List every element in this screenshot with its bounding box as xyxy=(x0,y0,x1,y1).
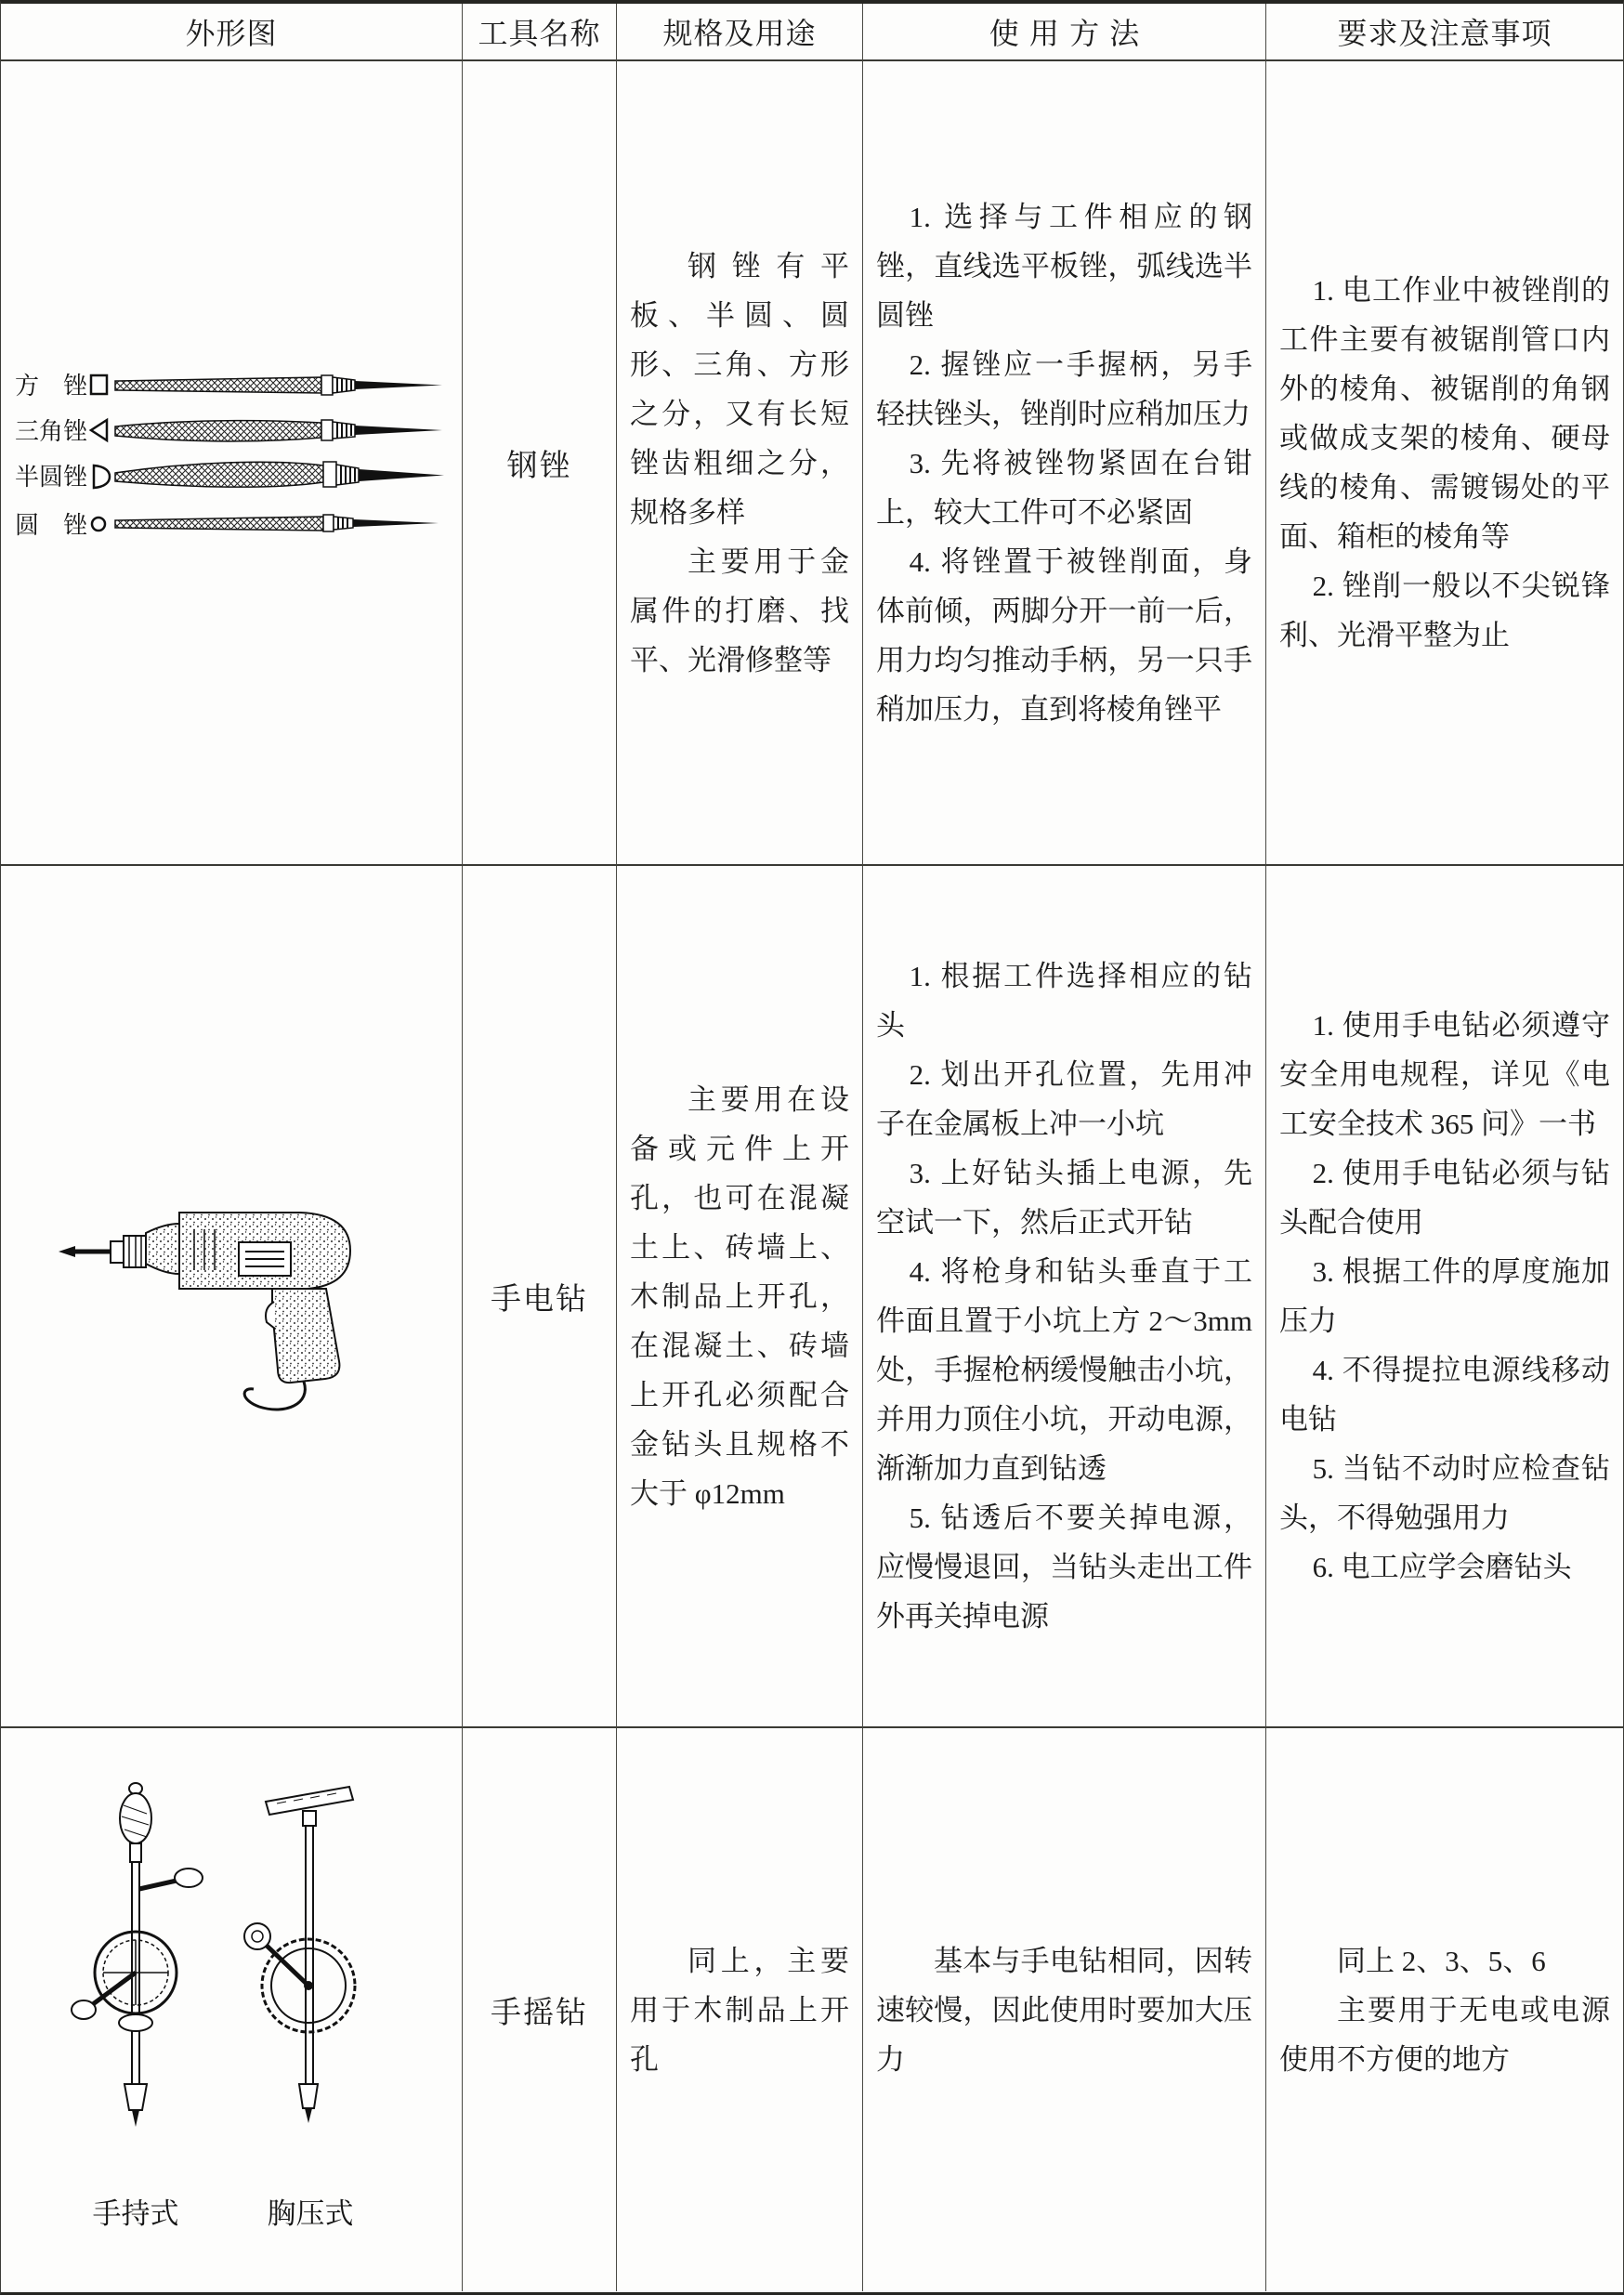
half-round-icon xyxy=(94,466,110,488)
note-item: 2. 锉削一般以不尖锐锋利、光滑平整为止 xyxy=(1279,570,1610,651)
usage-step: 4. 将锉置于被锉削面，身体前倾，两脚分开一前一后，用力均匀推动手柄，另一只手稍加压力，直到将棱角锉平 xyxy=(876,544,1252,726)
usage-step: 基本与手电钻相同，因转速较慢，因此使用时要加大压力 xyxy=(876,1944,1252,2076)
cell-drill-diagram xyxy=(1,866,463,1728)
spec-paragraph: 同上，主要用于木制品上开孔 xyxy=(630,1944,849,2076)
note-item: 2. 使用手电钻必须与钻头配合使用 xyxy=(1279,1157,1610,1239)
chest-press-label: 胸压式 xyxy=(267,2197,354,2230)
triangular-file-label: 三角锉 xyxy=(15,417,88,445)
drill-chuck xyxy=(111,1236,146,1267)
usage-step: 2. 握锉应一手握柄，另手轻扶锉头，锉削时应稍加压力 xyxy=(876,348,1252,430)
usage-step: 3. 上好钻头插上电源，先空试一下，然后正式开钻 xyxy=(876,1157,1252,1239)
spec-paragraph: 主要用于金属件的打磨、找平、光滑修整等 xyxy=(630,544,849,676)
half-round-file xyxy=(15,462,444,491)
note-item: 5. 当钻不动时应检查钻头，不得勉强用力 xyxy=(1279,1452,1610,1534)
drill-handle xyxy=(266,1289,339,1383)
usage-step: 1. 选择与工件相应的钢锉，直线选平板锉，弧线选半圆锉 xyxy=(876,200,1252,332)
note-item: 1. 使用手电钻必须遵守安全用电规程，详见《电工安全技术 365 问》一书 xyxy=(1279,1009,1610,1140)
note-item: 6. 电工应学会磨钻头 xyxy=(1312,1551,1572,1583)
hand-held-drill xyxy=(72,1783,203,2127)
note-item: 4. 不得提拉电源线移动电钻 xyxy=(1279,1354,1610,1436)
triangle-icon xyxy=(91,420,107,440)
note-item: 3. 根据工件的厚度施加压力 xyxy=(1279,1255,1610,1337)
tool-name-label: 钢锉 xyxy=(506,449,572,483)
chest-press-drill xyxy=(244,1787,355,2123)
drill-nameplate xyxy=(239,1242,291,1276)
steel-file-illustration xyxy=(13,363,450,563)
cell-spec-electric-drill xyxy=(617,866,863,1728)
cell-file-diagram xyxy=(1,61,463,866)
cell-usage-electric-drill xyxy=(863,866,1266,1728)
usage-step: 2. 划出开孔位置，先用冲子在金属板上冲一小坑 xyxy=(876,1058,1252,1140)
tool-name-label: 手电钻 xyxy=(491,1282,588,1317)
col-header-appearance: 外形图 xyxy=(1,4,463,61)
cell-tool-name-hand-drill xyxy=(463,1728,617,2291)
cell-notes-electric-drill xyxy=(1266,866,1623,1728)
cell-notes-hand-drill xyxy=(1266,1728,1623,2291)
cell-spec-file xyxy=(617,61,863,866)
power-cord xyxy=(244,1382,305,1410)
cell-tool-name-electric-drill xyxy=(463,866,617,1728)
usage-step: 1. 根据工件选择相应的钻头 xyxy=(876,960,1252,1042)
round-file xyxy=(15,512,439,539)
circle-icon xyxy=(92,518,105,531)
tool-name-label: 手摇钻 xyxy=(491,1996,588,2030)
usage-step: 5. 钻透后不要关掉电源，应慢慢退回，当钻头走出工件外再关掉电源 xyxy=(876,1502,1252,1633)
drill-bit xyxy=(59,1246,112,1257)
square-file-label: 方 锉 xyxy=(15,372,88,400)
drill-nose xyxy=(146,1224,179,1274)
usage-step: 4. 将枪身和钻头垂直于工件面且置于小坑上方 2～3mm 处，手握枪柄缓慢触击小坑，并用力顶住小坑，开动电源，渐渐加力直到钻透 xyxy=(876,1255,1252,1485)
square-icon xyxy=(91,375,107,394)
electric-drill-illustration xyxy=(55,1172,408,1421)
cell-tool-name-file xyxy=(463,61,617,866)
half-round-file-label: 半圆锉 xyxy=(15,463,88,491)
col-header-spec: 规格及用途 xyxy=(617,4,863,61)
cell-hand-drill-diagram xyxy=(1,1728,463,2291)
note-item: 1. 电工作业中被锉削的工件主要有被锯削管口内外的棱角、被锯削的角钢或做成支架的棱角、硬母线的棱角、需镀锡处的平面、箱柜的棱角等 xyxy=(1279,274,1610,553)
col-header-tool-name: 工具名称 xyxy=(463,4,617,61)
col-header-usage: 使用方法 xyxy=(863,4,1266,61)
cell-notes-file xyxy=(1266,61,1623,866)
cell-usage-hand-drill xyxy=(863,1728,1266,2291)
square-file xyxy=(15,373,442,400)
triangular-file xyxy=(15,418,442,445)
note-item: 主要用于无电或电源使用不方便的地方 xyxy=(1279,1993,1610,2076)
cell-usage-file xyxy=(863,61,1266,866)
hand-drill-illustration xyxy=(32,1776,431,2245)
spec-paragraph: 主要用在设备或元件上开孔，也可在混凝土上、砖墙上、木制品上开孔，在混凝土、砖墙上开孔必须配合金钻头且规格不大于 φ12mm xyxy=(630,1082,849,1510)
note-item: 同上 2、3、5、6 xyxy=(1337,1944,1546,1977)
col-header-notes: 要求及注意事项 xyxy=(1266,4,1623,61)
hand-held-label: 手持式 xyxy=(92,2197,179,2230)
round-file-label: 圆 锉 xyxy=(15,511,88,539)
usage-step: 3. 先将被锉物紧固在台钳上，较大工件可不必紧固 xyxy=(876,446,1252,529)
spec-paragraph: 钢锉有平板、半圆、圆形、三角、方形之分，又有长短锉齿粗细之分，规格多样 xyxy=(630,249,849,529)
cell-spec-hand-drill xyxy=(617,1728,863,2291)
